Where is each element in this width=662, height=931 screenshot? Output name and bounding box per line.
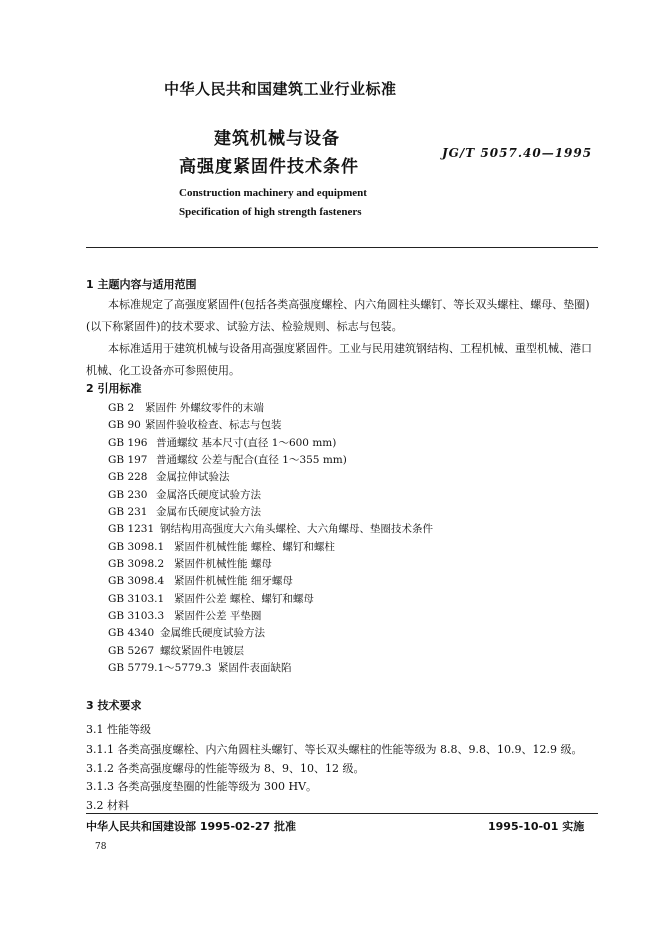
reference-code: GB 2: [108, 402, 135, 414]
reference-item: [108, 469, 433, 486]
title-line-1: 建筑机械与设备: [214, 129, 340, 149]
reference-title: 紧固件公差 螺栓、螺钉和螺母: [174, 592, 314, 605]
reference-code: GB 3103.3: [108, 610, 165, 623]
reference-title: 紧固件公差 平垫圈: [174, 610, 262, 623]
page-number: 78: [95, 842, 107, 852]
reference-title: 紧固件机械性能 细牙螺母: [174, 575, 293, 588]
reference-item: [108, 400, 433, 417]
reference-item: [108, 539, 433, 556]
reference-code: GB 5267: [108, 644, 155, 657]
reference-code: GB 231: [108, 506, 148, 519]
reference-code: GB 197: [108, 454, 148, 467]
reference-title: 紧固件表面缺陷: [218, 662, 292, 675]
reference-item: [108, 591, 433, 608]
reference-item: [108, 608, 433, 625]
reference-code: GB 5779.1～5779.3: [108, 662, 212, 675]
reference-item: [108, 625, 433, 642]
reference-code: GB 228: [108, 471, 148, 484]
reference-code: GB 3098.4: [108, 575, 165, 588]
reference-item: [108, 452, 433, 469]
approval-line: 中华人民共和国建设部 1995-02-27 批准: [86, 820, 297, 833]
reference-item: [108, 504, 433, 521]
reference-item: [108, 521, 433, 538]
header-divider: [86, 247, 598, 248]
clause-3-1: 3.1 性能等级: [86, 723, 151, 736]
clause-3-2: 3.2 材料: [86, 799, 129, 812]
reference-title: 紧固件机械性能 螺栓、螺钉和螺柱: [174, 540, 335, 553]
section-1-paragraph-2: 本标准适用于建筑机械与设备用高强度紧固件。工业与民用建筑钢结构、工程机械、重型机械、港口机械、化工设备亦可参照使用。: [86, 342, 592, 377]
reference-code: GB 230: [108, 488, 148, 501]
reference-code: GB 196: [108, 436, 148, 449]
clause-3-1-2: 3.1.2 各类高强度螺母的性能等级为 8、9、10、12 级。: [86, 762, 365, 775]
section-3-heading: 3 技术要求: [86, 699, 142, 712]
reference-item: [108, 487, 433, 504]
reference-code: GB 3103.1: [108, 592, 165, 605]
reference-code: GB 1231: [108, 523, 155, 536]
english-title-line-2: Specification of high strength fasteners: [179, 206, 362, 218]
reference-code: GB 4340: [108, 627, 155, 640]
clause-3-1-1: 3.1.1 各类高强度螺栓、内六角圆柱头螺钉、等长双头螺柱的性能等级为 8.8、9.8、10.9、12.9 级。: [86, 743, 583, 756]
reference-item: [108, 417, 433, 434]
reference-code: GB 3098.2: [108, 558, 165, 571]
reference-item: [108, 573, 433, 590]
implementation-date: 1995-10-01 实施: [488, 820, 585, 833]
reference-title: 普通螺纹 公差与配合(直径 1～355 mm): [156, 454, 347, 467]
section-1-paragraph-1: 本标准规定了高强度紧固件(包括各类高强度螺栓、内六角圆柱头螺钉、等长双头螺柱、螺母、垫圈)(以下称紧固件)的技术要求、试验方法、检验规则、标志与包装。: [86, 298, 590, 333]
issuing-organization: 中华人民共和国建筑工业行业标准: [164, 80, 397, 98]
reference-item: [108, 660, 433, 677]
reference-title: 紧固件 外螺纹零件的末端: [145, 402, 264, 414]
section-1-heading: 1 主题内容与适用范围: [86, 278, 197, 291]
reference-title: 紧固件机械性能 螺母: [174, 558, 272, 571]
section-2-heading: 2 引用标准: [86, 382, 142, 395]
reference-code: GB 90: [108, 419, 141, 432]
reference-item: [108, 556, 433, 573]
reference-title: 金属维氏硬度试验方法: [160, 627, 265, 640]
clause-3-1-3: 3.1.3 各类高强度垫圈的性能等级为 300 HV。: [86, 780, 318, 793]
standard-code: JG/T 5057.40—1995: [442, 146, 593, 160]
reference-code: GB 3098.1: [108, 540, 165, 553]
title-line-2: 高强度紧固件技术条件: [179, 157, 359, 177]
reference-title: 金属拉伸试验法: [156, 471, 230, 484]
reference-item: [108, 435, 433, 452]
footer-divider: [86, 813, 598, 814]
reference-item: [108, 643, 433, 660]
reference-list: [108, 400, 433, 678]
reference-title: 金属洛氏硬度试验方法: [156, 488, 261, 501]
reference-title: 钢结构用高强度大六角头螺栓、大六角螺母、垫圈技术条件: [160, 523, 433, 536]
reference-title: 金属布氏硬度试验方法: [156, 506, 261, 519]
reference-title: 紧固件验收检查、标志与包装: [145, 419, 282, 432]
reference-title: 普通螺纹 基本尺寸(直径 1～600 mm): [156, 436, 337, 449]
reference-title: 螺纹紧固件电镀层: [160, 644, 244, 657]
english-title-line-1: Construction machinery and equipment: [179, 187, 367, 199]
